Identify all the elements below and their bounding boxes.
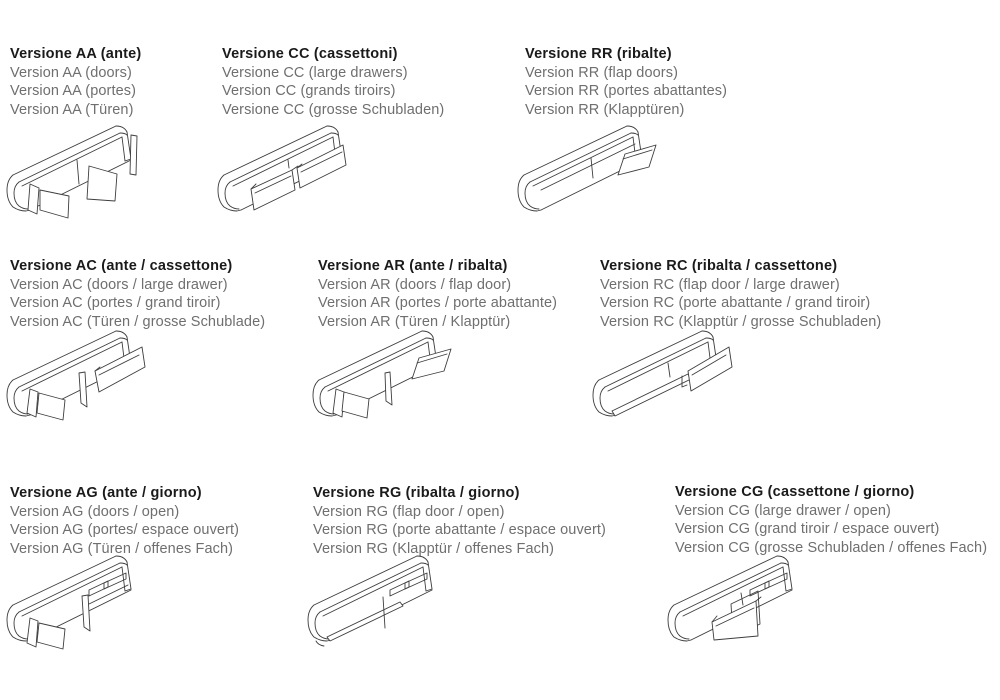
version-line-de: Version RG (Klapptür / offenes Fach) (313, 540, 555, 557)
version-labels (10, 484, 239, 558)
version-line-fr: Version RG (porte abattante / espace ouvert) (313, 522, 606, 538)
version-line-en: Version RR (flap doors) (525, 64, 678, 81)
version-line-de: Version RC (Klapptür / grosse Schubladen) (600, 313, 882, 330)
version-line-fr: Version AA (portes) (10, 83, 137, 99)
sideboard-drawing-rr (513, 122, 743, 242)
sideboard-drawing-rg (303, 552, 533, 672)
version-line-de: Version CG (grosse Schubladen / offenes Fach) (675, 539, 988, 556)
version-title: Versione RR (ribalte) (525, 46, 672, 62)
version-line-en: Version AG (doors / open) (10, 503, 180, 520)
sideboard-drawing-cc (213, 122, 443, 242)
version-line-fr: Version AR (portes / porte abattante) (318, 295, 558, 311)
version-line-fr: Version AG (portes/ espace ouvert) (10, 522, 240, 538)
version-labels (10, 257, 265, 331)
version-title: Versione AC (ante / cassettone) (10, 258, 233, 274)
version-line-en: Versione CC (large drawers) (222, 64, 408, 81)
version-labels (313, 484, 606, 558)
version-line-en: Version RC (flap door / large drawer) (600, 276, 840, 293)
version-title: Versione AR (ante / ribalta) (318, 258, 508, 274)
version-line-fr: Version RR (portes abattantes) (525, 83, 728, 99)
sideboard-drawing-ac (2, 327, 232, 447)
version-title: Versione AA (ante) (10, 46, 142, 62)
version-line-de: Version RR (Klapptüren) (525, 101, 685, 118)
version-labels (222, 45, 444, 119)
sideboard-drawing-cg (663, 552, 893, 672)
version-line-en: Version AA (doors) (10, 64, 132, 81)
version-line-de: Version AR (Türen / Klapptür) (318, 313, 511, 330)
version-line-en: Version RG (flap door / open) (313, 503, 505, 520)
version-line-fr: Version RC (porte abattante / grand tiroir) (600, 295, 871, 311)
sideboard-drawing-ag (2, 552, 232, 672)
version-title: Versione RC (ribalta / cassettone) (600, 258, 838, 274)
sideboard-drawing-ar (308, 327, 538, 447)
version-labels (318, 257, 557, 331)
version-line-de: Version AC (Türen / grosse Schublade) (10, 313, 266, 330)
version-title: Versione RG (ribalta / giorno) (313, 485, 520, 501)
version-labels (600, 257, 881, 331)
version-line-en: Version AC (doors / large drawer) (10, 276, 228, 293)
version-line-en: Version AR (doors / flap door) (318, 276, 512, 293)
version-line-de: Version AA (Türen) (10, 101, 134, 118)
version-title: Versione CG (cassettone / giorno) (675, 484, 915, 500)
version-line-en: Version CG (large drawer / open) (675, 502, 891, 519)
version-line-fr: Version CC (grands tiroirs) (222, 83, 396, 99)
sideboard-drawing-rc (588, 327, 818, 447)
version-line-fr: Version CG (grand tiroir / espace ouvert) (675, 521, 940, 537)
version-line-de: Version AG (Türen / offenes Fach) (10, 540, 234, 557)
version-labels (10, 45, 141, 119)
version-line-fr: Version AC (portes / grand tiroir) (10, 295, 221, 311)
sideboard-drawing-aa (2, 122, 232, 242)
version-labels (525, 45, 727, 119)
version-title: Versione AG (ante / giorno) (10, 485, 202, 501)
version-title: Versione CC (cassettoni) (222, 46, 398, 62)
version-line-de: Versione CC (grosse Schubladen) (222, 101, 445, 118)
version-labels (675, 483, 987, 557)
